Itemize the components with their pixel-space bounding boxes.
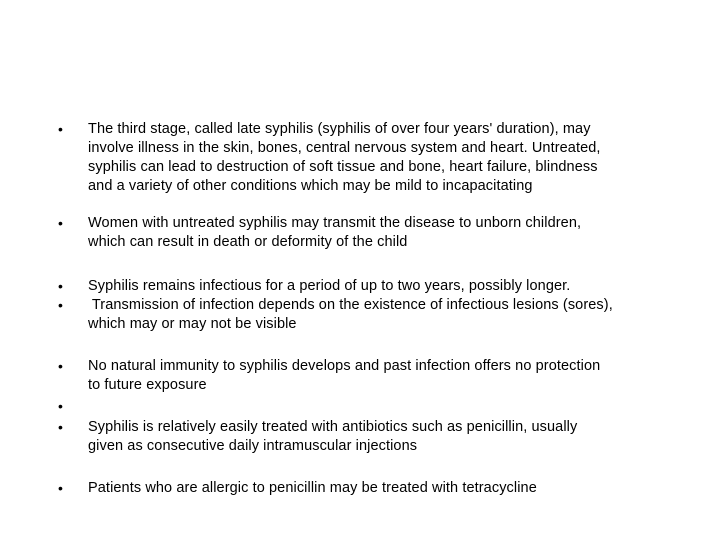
bullet-marker: • bbox=[58, 297, 63, 313]
bullet-text bbox=[88, 357, 678, 395]
bullet-marker: • bbox=[58, 419, 63, 435]
bullet-text bbox=[88, 418, 678, 456]
bullet-line: involve illness in the skin, bones, central nervous system and heart. Untreated, bbox=[88, 140, 601, 156]
bullet-line: and a variety of other conditions which may be mild to incapacitating bbox=[88, 178, 533, 194]
bullet-marker: • bbox=[58, 121, 63, 137]
bullet-marker: • bbox=[58, 398, 63, 414]
bullet-marker: • bbox=[58, 215, 63, 231]
bullet-line: Syphilis remains infectious for a period of up to two years, possibly longer. bbox=[88, 278, 571, 294]
bullet-marker: • bbox=[58, 480, 63, 496]
bullet-line: Patients who are allergic to penicillin may be treated with tetracycline bbox=[88, 480, 537, 496]
bullet-line: given as consecutive daily intramuscular injections bbox=[88, 438, 418, 454]
bullet-marker: • bbox=[58, 358, 63, 374]
bullet-line: Women with untreated syphilis may transmit the disease to unborn children, bbox=[88, 215, 582, 231]
bullet-line: Transmission of infection depends on the existence of infectious lesions (sores), bbox=[88, 297, 613, 313]
bullet-line: to future exposure bbox=[88, 377, 207, 393]
bullet-line: which may or may not be visible bbox=[88, 316, 297, 332]
bullet-line: The third stage, called late syphilis (syphilis of over four years' duration), may bbox=[88, 121, 591, 137]
bullet-text bbox=[88, 277, 678, 296]
bullet-text bbox=[88, 214, 678, 252]
bullet-marker: • bbox=[58, 278, 63, 294]
bullet-text bbox=[88, 120, 678, 196]
bullet-text bbox=[88, 296, 678, 334]
bullet-line: which can result in death or deformity of the child bbox=[88, 234, 408, 250]
bullet-text bbox=[88, 479, 678, 498]
bullet-line: Syphilis is relatively easily treated with antibiotics such as penicillin, usually bbox=[88, 419, 578, 435]
bullet-line: syphilis can lead to destruction of soft tissue and bone, heart failure, blindness bbox=[88, 159, 598, 175]
bullet-line: No natural immunity to syphilis develops and past infection offers no protection bbox=[88, 358, 601, 374]
